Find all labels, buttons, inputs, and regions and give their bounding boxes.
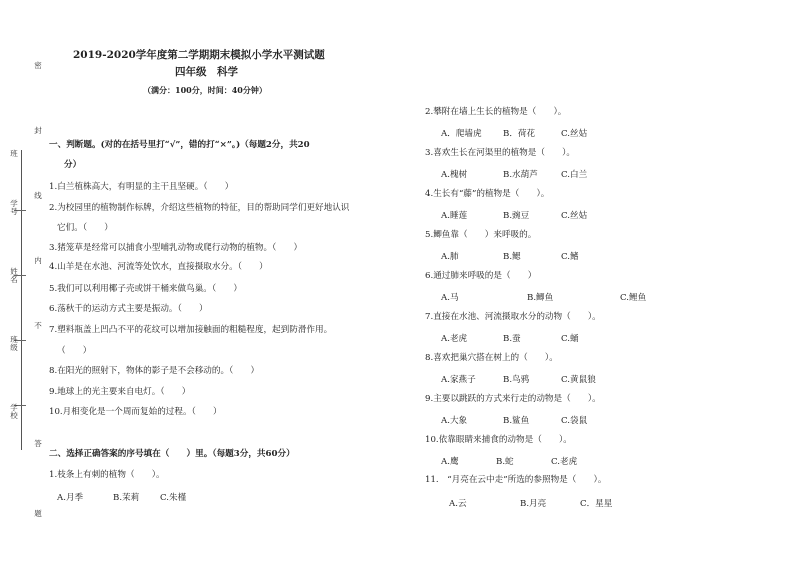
- choice-q2-option-c: C.丝姑: [561, 129, 588, 139]
- judge-item-7-cont: （ ）: [57, 346, 92, 356]
- judge-item-3: 3.猪笼草是经常可以捕食小型哺乳动物或爬行动物的植物。（ ）: [49, 243, 303, 253]
- name-label: 姓名: [10, 267, 18, 284]
- judge-item-2: 2.为校园里的植物制作标牌，介绍这些植物的特征，目的帮助同学们更好地认识: [49, 203, 350, 213]
- choice-q11-option-a: A.云: [449, 499, 467, 509]
- choice-q3-option-b: B.水葫芦: [503, 170, 538, 180]
- judge-item-9: 9.地球上的光主要来自电灯。（ ）: [49, 387, 191, 397]
- choice-q5-option-b: B.鳃: [503, 252, 521, 262]
- class-label: 班: [10, 149, 18, 158]
- seal-mark: 内: [34, 256, 42, 265]
- part1-heading: 一、判断题。(对的在括号里打“√”，错的打“×”。)（每题2分，共20: [49, 140, 310, 150]
- school-label: 学校: [10, 403, 18, 420]
- choice-q11-option-b: B.月亮: [520, 499, 547, 509]
- choice-q8-stem: 8.喜欢把巢穴搭在树上的（ ）。: [425, 353, 558, 363]
- choice-q2-stem: 2.攀附在墙上生长的植物是（ ）。: [425, 107, 567, 117]
- student-id-label: 学号: [10, 199, 18, 216]
- choice-q4-option-a: A.睡莲: [441, 211, 468, 221]
- choice-q1-option-a: A.月季: [57, 493, 84, 503]
- choice-q6-option-a: A.马: [441, 293, 459, 303]
- choice-q8-option-b: B.鸟鸦: [503, 375, 530, 385]
- choice-q11-option-c: C．星星: [580, 499, 613, 509]
- choice-q9-option-b: B.鲨鱼: [503, 416, 530, 426]
- choice-q6-stem: 6.通过肺来呼吸的是（ ）: [425, 271, 537, 281]
- choice-q4-stem: 4.生长有“藤”的植物是（ ）。: [425, 189, 550, 199]
- choice-q10-option-b: B.蛇: [496, 457, 514, 467]
- choice-q3-option-c: C.白兰: [561, 170, 588, 180]
- choice-q10-option-a: A.鹰: [441, 457, 459, 467]
- seal-mark: 封: [34, 126, 42, 135]
- judge-item-6: 6.荡秋千的运动方式主要是振动。（ ）: [49, 304, 208, 314]
- choice-q7-option-a: A.老虎: [441, 334, 468, 344]
- choice-q2-option-a: A．爬墙虎: [441, 129, 482, 139]
- judge-item-8: 8.在阳光的照射下，物体的影子是不会移动的。（ ）: [49, 366, 260, 376]
- seal-mark: 线: [34, 191, 42, 200]
- choice-q7-option-b: B.蚕: [503, 334, 521, 344]
- choice-q8-option-c: C.黄鼠狼: [561, 375, 596, 385]
- choice-q3-stem: 3.喜欢生长在河渠里的植物是（ ）。: [425, 148, 575, 158]
- choice-q7-option-c: C.蛹: [561, 334, 579, 344]
- choice-q1-stem: 1.枝条上有刺的植物（ ）。: [49, 470, 165, 480]
- seal-mark: 不: [34, 321, 42, 330]
- choice-q3-option-a: A.槐树: [441, 170, 468, 180]
- choice-q9-option-c: C.袋鼠: [561, 416, 588, 426]
- choice-q1-option-b: B.茉莉: [113, 493, 140, 503]
- part1-heading-cont: 分）: [64, 160, 82, 170]
- judge-item-7: 7.塑料瓶盖上凹凸不平的花纹可以增加接触面的粗糙程度，起到防滑作用。: [49, 325, 333, 335]
- part2-heading: 二、选择正确答案的序号填在（ ）里。（每题3分，共60分）: [49, 449, 295, 459]
- choice-q5-option-c: C.鳍: [561, 252, 579, 262]
- choice-q9-option-a: A.大象: [441, 416, 468, 426]
- judge-item-1: 1.白兰植株高大，有明显的主干且坚硬。（ ）: [49, 182, 234, 192]
- choice-q5-stem: 5.鲫鱼靠（ ）来呼吸的。: [425, 230, 537, 240]
- judge-item-5: 5.我们可以利用椰子壳或饼干桶来做鸟巢。（ ）: [49, 284, 242, 294]
- choice-q5-option-a: A.肺: [441, 252, 459, 262]
- choice-q1-option-c: C.朱槿: [160, 493, 187, 503]
- exam-title: 2019-2020学年度第二学期期末模拟小学水平测试题: [73, 49, 325, 61]
- score-time: （满分：100分，时间：40分钟）: [143, 85, 267, 95]
- seal-mark: 题: [34, 509, 42, 518]
- choice-q9-stem: 9.主要以跳跃的方式来行走的动物是（ ）。: [425, 394, 601, 404]
- choice-q8-option-a: A.家燕子: [441, 375, 476, 385]
- class-name-label: 班级: [10, 335, 18, 352]
- choice-q4-option-c: C.丝姑: [561, 211, 588, 221]
- choice-q2-option-b: B．荷花: [503, 129, 536, 139]
- choice-q11-stem: 11. “月亮在云中走”所选的参照物是（ ）。: [425, 475, 607, 485]
- judge-item-10: 10.月相变化是一个周而复始的过程。（ ）: [49, 407, 222, 417]
- choice-q6-option-b: B.鲫鱼: [527, 293, 554, 303]
- seal-mark: 密: [34, 61, 42, 70]
- choice-q4-option-b: B.豌豆: [503, 211, 530, 221]
- judge-item-4: 4.山羊是在水池、河流等处饮水，直接摄取水分。（ ）: [49, 262, 268, 272]
- grade-subject: 四年级 科学: [175, 66, 238, 78]
- choice-q10-option-c: C.老虎: [551, 457, 578, 467]
- seal-mark: 答: [34, 439, 42, 448]
- choice-q10-stem: 10.依靠眼睛来捕食的动物是（ ）。: [425, 435, 572, 445]
- judge-item-2-cont: 它们。（ ）: [57, 223, 113, 233]
- choice-q6-option-c: C.鲤鱼: [620, 293, 647, 303]
- choice-q7-stem: 7.直接在水池、河流摄取水分的动物（ ）。: [425, 312, 601, 322]
